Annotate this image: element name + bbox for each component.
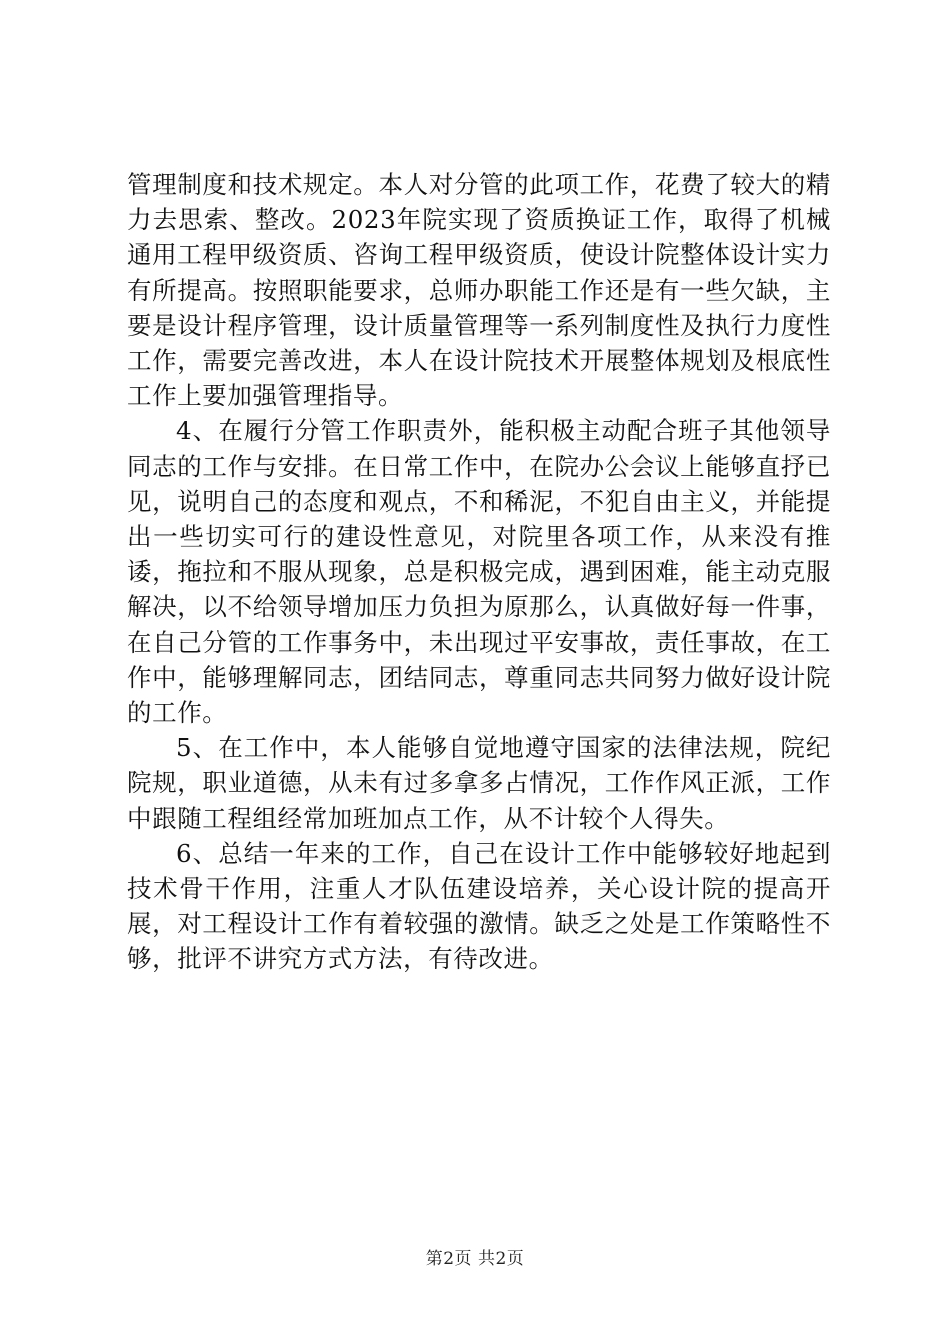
paragraph-item-5: 5、在工作中，本人能够自觉地遵守国家的法律法规，院纪院规，职业道德，从未有过多拿多占情况，工作作风正派，工作中跟随工程组经常加班加点工作，从不计较个人得失。 [127,733,831,833]
paragraph-item-4: 4、在履行分管工作职责外，能积极主动配合班子其他领导同志的工作与安排。在日常工作中，在院办公会议上能够直抒已见，说明自己的态度和观点，不和稀泥，不犯自由主义，并能提出一些切实可行的建设性意见，对院里各项工作，从来没有推诿，拖拉和不服从现象，总是积极完成，遇到困难，能主动克服解决，以不给领导增加压力负担为原那么，认真做好每一件事，在自己分管的工作事务中，未出现过平安事故，责任事故，在工作中，能够理解同志，团结同志，尊重同志共同努力做好设计院的工作。 [127,416,831,728]
paragraph-item-6: 6、总结一年来的工作，自己在设计工作中能够较好地起到技术骨干作用，注重人才队伍建设培养，关心设计院的提高开展，对工程设计工作有着较强的激情。缺乏之处是工作策略性不够，批评不讲究方式方法，有待改进。 [127,838,831,974]
paragraph-continuation: 管理制度和技术规定。本人对分管的此项工作，花费了较大的精力去思索、整改。2023年院实现了资质换证工作，取得了机械通用工程甲级资质、咨询工程甲级资质，使设计院整体设计实力有所提高。按照职能要求，总师办职能工作还是有一些欠缺，主要是设计程序管理，设计质量管理等一系列制度性及执行力度性工作，需要完善改进，本人在设计院技术开展整体规划及根底性工作上要加强管理指导。 [127,170,831,411]
document-body [127,167,831,977]
page-footer: 第2页 共2页 [425,1249,525,1269]
